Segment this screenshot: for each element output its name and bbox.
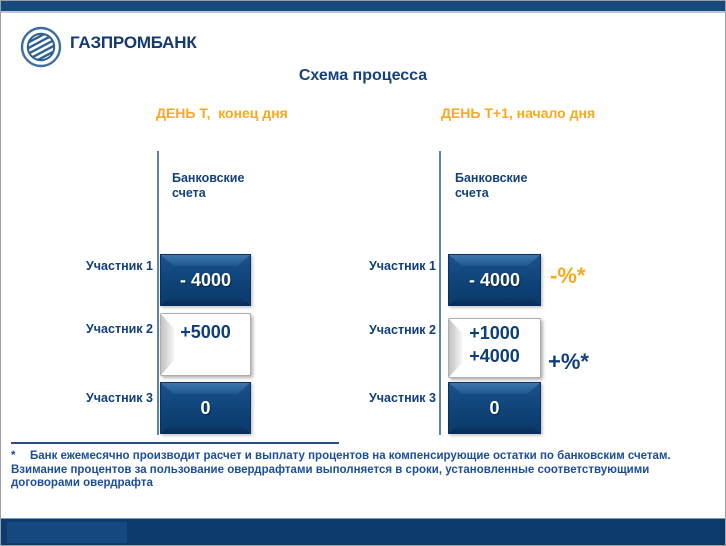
column-header-day-t1: ДЕНЬ Т+1, начало дня xyxy=(441,105,596,121)
account-value: - 4000 xyxy=(179,269,232,290)
page-title: Схема процесса xyxy=(298,67,428,84)
account-value: +4000 xyxy=(469,346,520,366)
top-bar xyxy=(1,1,725,13)
column-header-day-t: ДЕНЬ Т, конец дня xyxy=(156,105,288,121)
footnote-line: Взимание процентов за пользование овердрафтами выполняется в сроки, установленные соответствующими xyxy=(11,463,650,476)
footnote-marker: * xyxy=(11,450,16,462)
footnote-line: договорами овердрафта xyxy=(11,477,153,489)
footnote-line: Банк ежемесячно производит расчет и выплату процентов на компенсирующие остатки по банковским счетам. xyxy=(30,450,671,462)
account-box xyxy=(448,254,541,306)
participant-label: Участник 1 xyxy=(369,259,436,273)
account-value: +1000 xyxy=(469,323,520,343)
account-value: +5000 xyxy=(180,322,231,342)
axis-label-right: Банковские счета xyxy=(455,171,528,200)
axis-label-left: Банковские счета xyxy=(172,171,245,200)
footnote xyxy=(11,450,719,491)
footer-accent-block xyxy=(7,522,127,543)
account-value: 0 xyxy=(200,397,211,418)
account-axis-line-right xyxy=(439,151,441,435)
account-axis-line-left xyxy=(157,151,159,435)
account-value: 0 xyxy=(489,397,500,418)
account-box xyxy=(448,382,541,434)
participant-label: Участник 3 xyxy=(86,391,153,405)
interest-annotation-negative: -%* xyxy=(550,263,586,288)
participant-label: Участник 2 xyxy=(369,323,436,337)
account-box xyxy=(160,254,251,306)
gazprombank-logo-icon xyxy=(20,26,62,68)
footer-bar xyxy=(1,518,725,546)
account-box xyxy=(160,382,251,434)
footnote-separator xyxy=(11,442,339,444)
participant-label: Участник 1 xyxy=(86,259,153,273)
account-value: - 4000 xyxy=(468,269,521,290)
participant-label: Участник 2 xyxy=(86,322,153,336)
account-box xyxy=(448,318,541,378)
account-box xyxy=(160,313,251,376)
interest-annotation-positive: +%* xyxy=(548,349,589,374)
participant-label: Участник 3 xyxy=(369,391,436,405)
brand-name: ГАЗПРОМБАНК xyxy=(70,33,197,52)
